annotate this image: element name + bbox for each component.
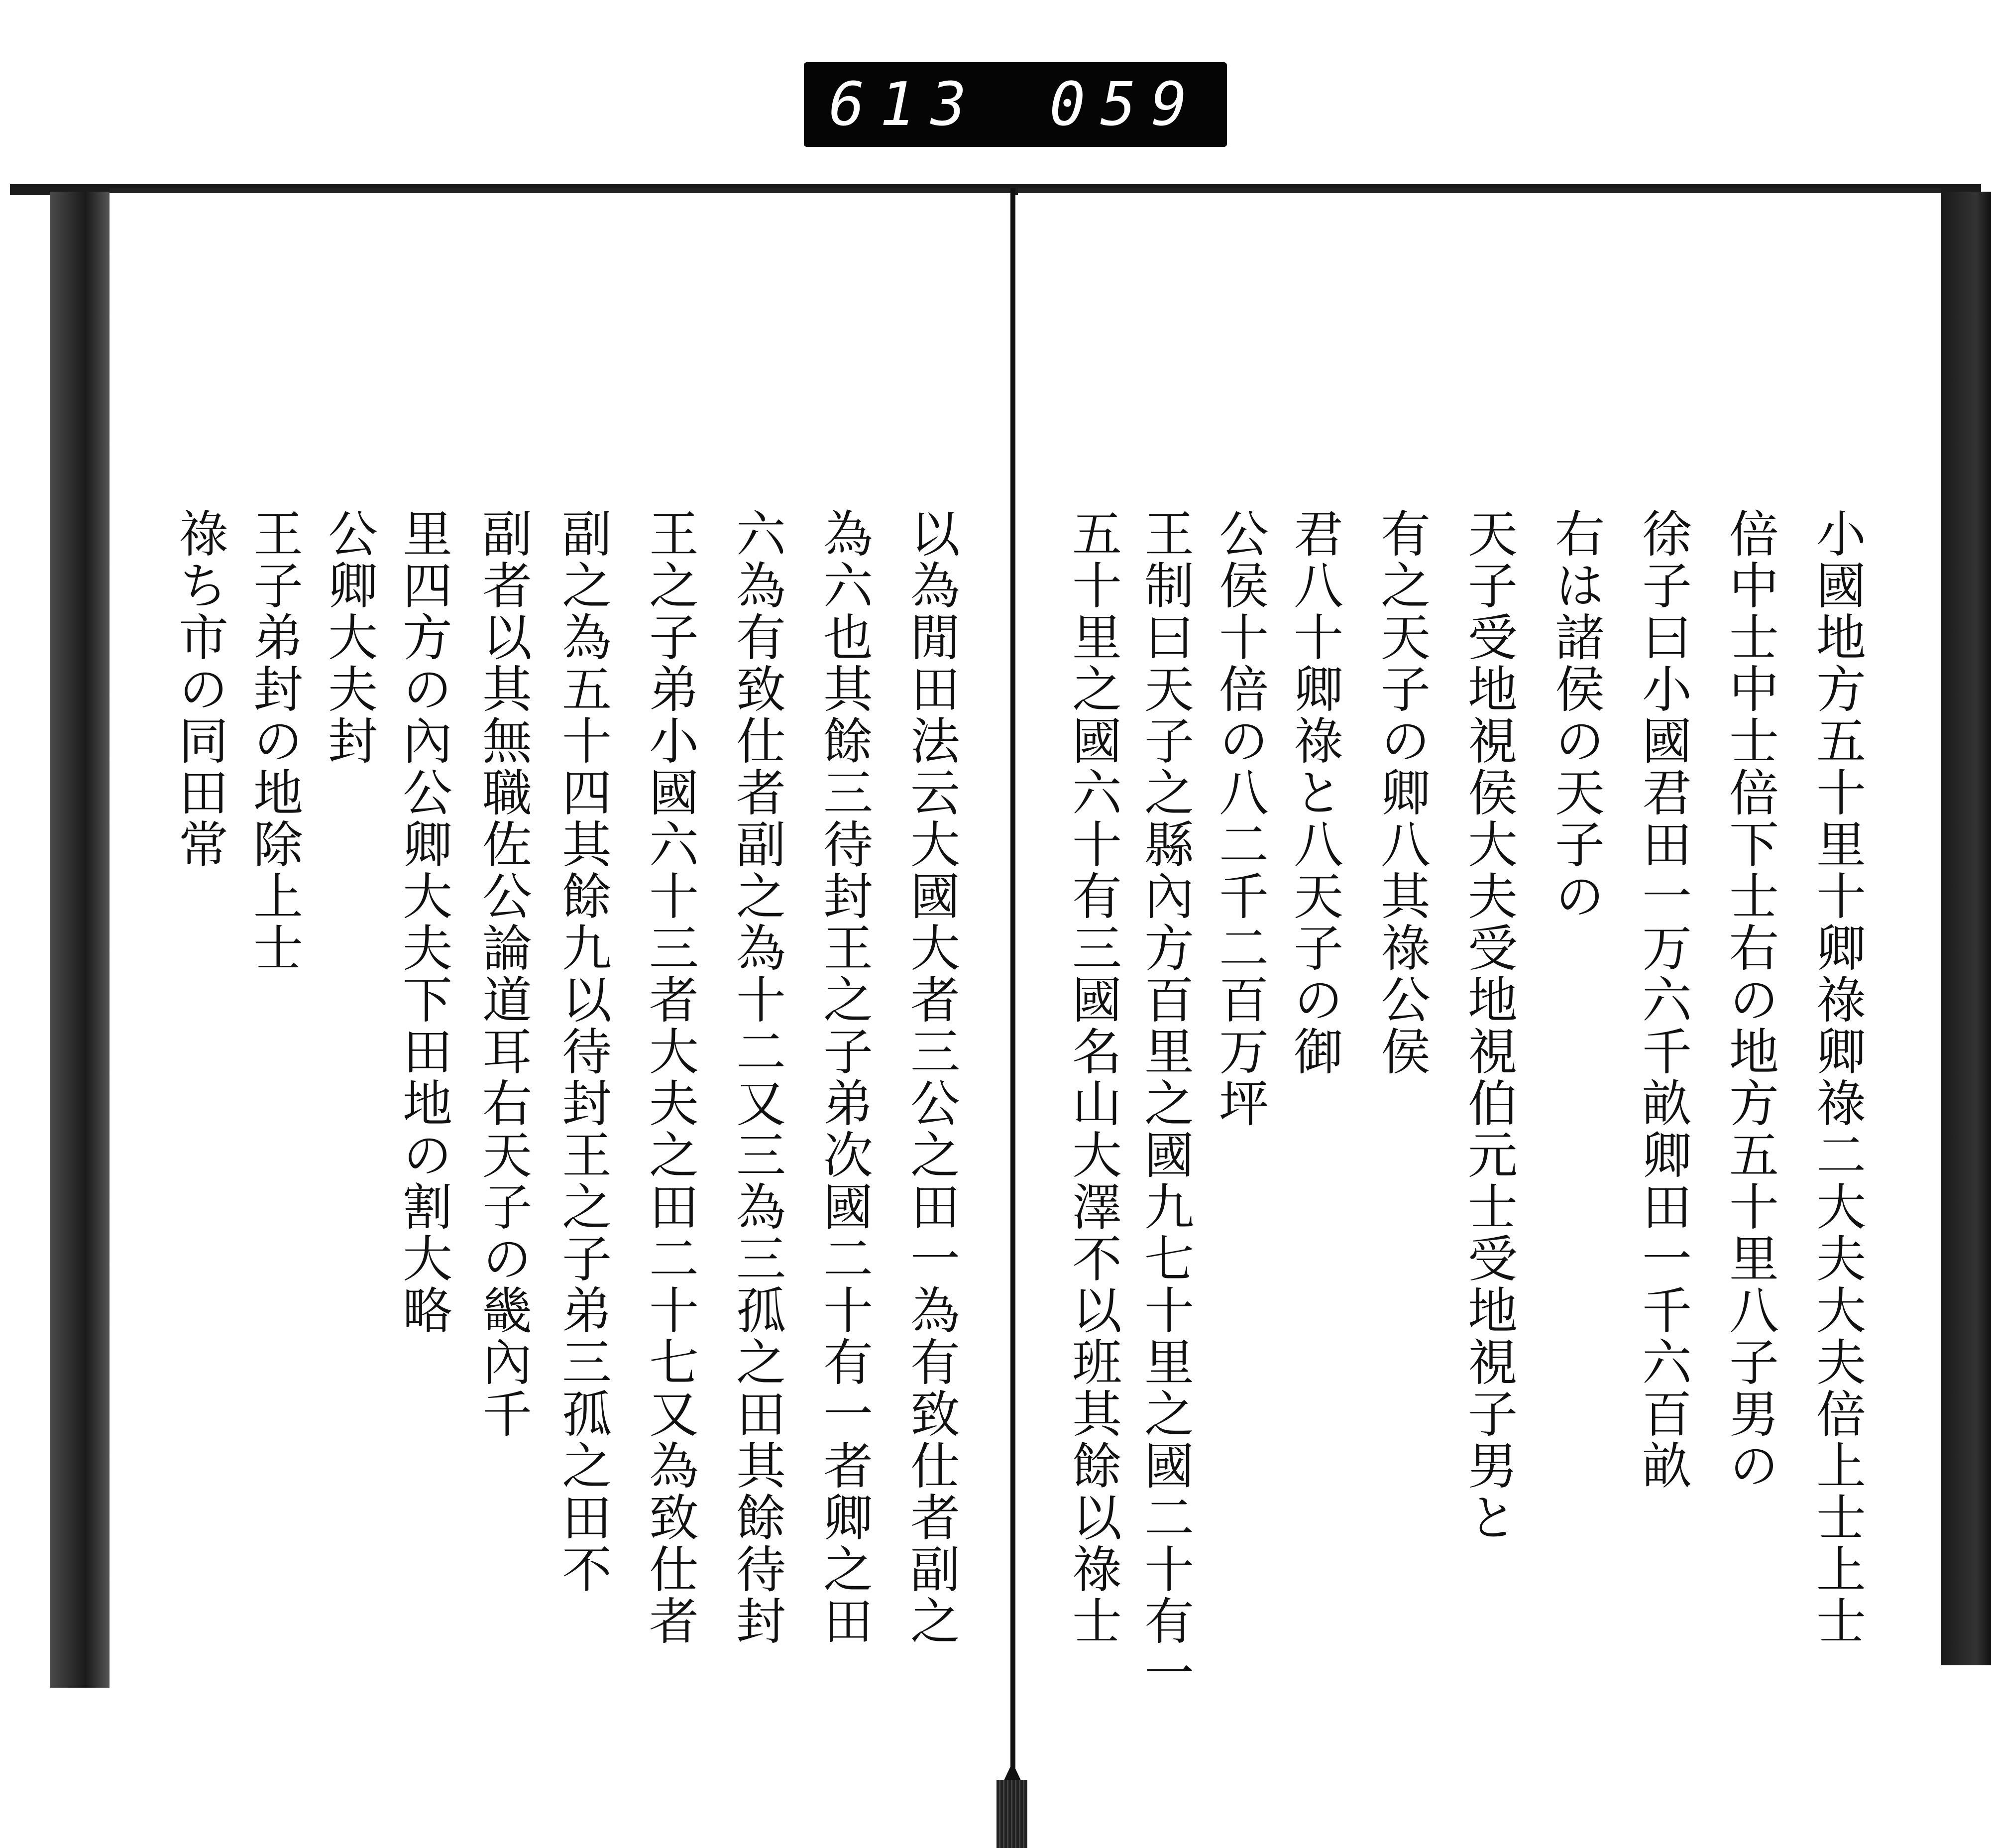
- left-page-column-4: 王之子弟小國六十三者大夫之田二十七又為致仕者: [641, 508, 699, 1647]
- right-page-column-2: 倍中士中士倍下士右の地方五十里八子男の: [1721, 508, 1779, 1492]
- right-page-column-8: 公侯十倍の八二千二百万坪: [1211, 508, 1269, 1129]
- right-cover-edge: [1941, 192, 1991, 1665]
- left-page-column-6: 副者以其無職佐公論道耳右天子の畿內千: [474, 508, 532, 1440]
- left-page-column-5: 副之為五十四其餘九以待封王之子弟三孤之田不: [553, 508, 612, 1595]
- right-page-column-7: 君八十卿祿と八天子の御: [1285, 508, 1343, 1077]
- left-page-column-7: 里四方の內公卿大夫下田地の割大略: [394, 508, 452, 1336]
- counter-left-number: 613: [829, 70, 982, 139]
- right-page-column-6: 有之天子の卿八其祿公侯: [1372, 508, 1431, 1077]
- right-page-column-4: 右は諸侯の天子の: [1547, 508, 1605, 922]
- right-page-column-5: 天子受地視侯大夫受地視伯元士受地視子男と: [1459, 508, 1518, 1543]
- right-page-column-10: 五十里之國六十有三國名山大澤不以班其餘以祿士: [1064, 508, 1122, 1647]
- left-page-column-2: 為六也其餘三待封王之子弟次國二十有一者卿之田: [815, 508, 873, 1647]
- right-page-column-1: 小國地方五十里十卿祿卿祿二大夫大夫倍上士上士: [1808, 508, 1866, 1647]
- left-page-column-10: 祿ち市の同田常: [170, 508, 228, 870]
- microfilm-counter-plate: [804, 62, 1227, 147]
- bookmark-tassel: [996, 1780, 1027, 1848]
- right-page-column-9: 王制曰天子之縣內方百里之國九七十里之國二十有一: [1136, 508, 1194, 1699]
- counter-right-number: 059: [1049, 70, 1202, 139]
- left-page-column-8: 公卿大夫封: [320, 508, 378, 767]
- left-page-column-9: 王子弟封の地除上士: [245, 508, 303, 974]
- bookmark-tassel-knot: [1004, 1762, 1021, 1780]
- book-gutter: [1010, 188, 1015, 1771]
- left-cover-edge: [50, 192, 110, 1688]
- right-page-column-3: 徐子曰小國君田一万六千畝卿田一千六百畝: [1634, 508, 1692, 1492]
- left-page-column-3: 六為有致仕者副之為十二又三為三孤之田其餘待封: [728, 508, 786, 1647]
- left-page-column-1: 以為閒田法云大國大者三公之田一為有致仕者副之: [902, 508, 960, 1647]
